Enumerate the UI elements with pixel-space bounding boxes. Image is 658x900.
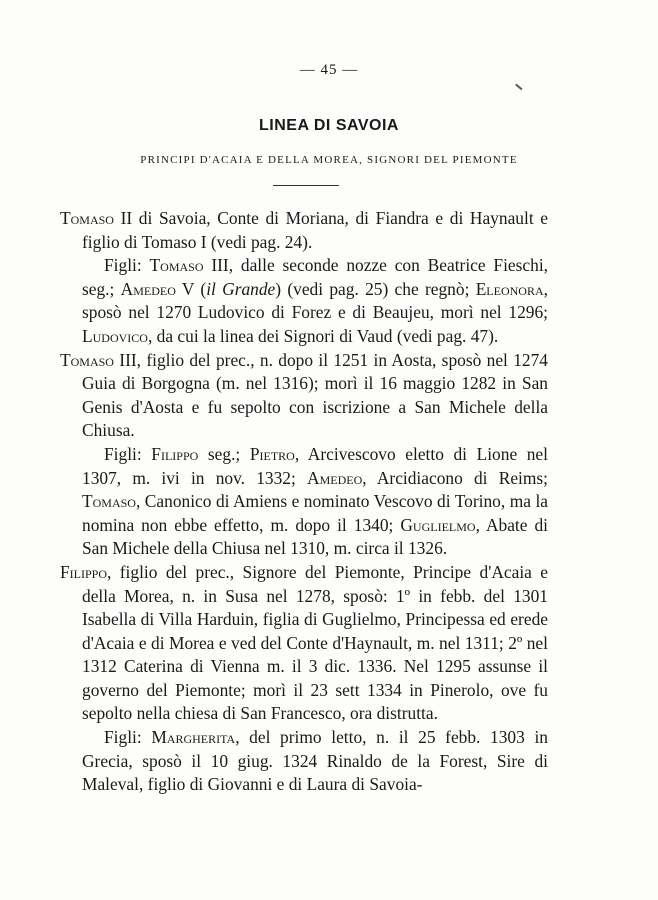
genealogy-entry — [60, 207, 548, 254]
child-name: Margherita — [151, 727, 236, 748]
stray-ink-mark — [515, 84, 522, 90]
paragraph-text: Figli: — [104, 727, 152, 748]
genealogy-entry — [60, 561, 548, 726]
child-name: Ludovico — [82, 325, 148, 346]
paragraph-text: , sposò nel 1270 Ludovico di Forez e di Beaujeu, morì nel 1296; — [82, 278, 548, 323]
paragraph-text: Figli: — [104, 443, 152, 464]
paragraph-text: ) (vedi pag. 25) che regnò; — [275, 278, 476, 299]
paragraph-text: V ( — [175, 278, 207, 299]
paragraph-text: , Arcidiacono di Reims; — [362, 467, 548, 488]
child-name: Guglielmo — [400, 514, 476, 535]
child-name: Tomaso — [149, 255, 204, 276]
entry-name: Tomaso — [60, 208, 114, 228]
paragraph-text: seg.; — [198, 443, 250, 464]
child-name: Amedeo — [307, 467, 363, 488]
child-name: Filippo — [151, 443, 199, 464]
entry-text: III, figlio del prec., n. dopo il 1251 in Aosta, sposò nel 1274 Guia di Borgogna (m. nel 1316); morì il 16 maggio 1282 in San Genis d'Aosta e fu sepolto con iscrizione a San Michele della Chiusa. — [82, 349, 548, 441]
entry-text: II di Savoia, Conte di Moriana, di Fiandra e di Haynault e figlio di Tomaso I (vedi pag. 24). — [82, 208, 548, 252]
children-paragraph — [60, 726, 548, 797]
entry-text: , figlio del prec., Signore del Piemonte, Principe d'Acaia e della Morea, n. in Susa nel 1278, sposò: 1º in febb. del 1301 Isabella di Villa Harduin, figlia di Guglielmo, Principessa ed erede d'Acaia e di Morea e ved del Conte d'Haynault, m. nel 1311; 2º nel 1312 Caterina di Vienna m. il 3 dic. 1336. Nel 1295 assunse il governo del Piemonte; morì il 23 sett 1334 in Pinerolo, ove fu sepolto nella chiesa di San Francesco, ora distrutta. — [82, 561, 548, 724]
heading-rule — [273, 185, 339, 186]
body-text — [60, 207, 548, 797]
children-paragraph — [60, 254, 548, 348]
paragraph-text: III, dalle seconde nozze con Beatrice Fieschi, seg.; — [82, 255, 548, 299]
paragraph-text: Figli: — [104, 255, 150, 276]
italic-epithet: il Grande — [206, 278, 276, 299]
child-name: Pietro — [249, 443, 295, 464]
children-paragraph — [60, 443, 548, 561]
paragraph-text: , del primo letto, n. il 25 febb. 1303 in Grecia, sposò il 10 giug. 1324 Rinaldo de la Forest, Sire di Maleval, figlio di Giovanni e di Laura di Savoia- — [82, 727, 548, 795]
section-subheading: PRINCIPI D'ACAIA E DELLA MOREA, SIGNORI DEL PIEMONTE — [140, 154, 518, 166]
child-name: Eleonora — [475, 278, 544, 299]
paragraph-text: , da cui la linea dei Signori di Vaud (vedi pag. 47). — [147, 325, 499, 346]
child-name: Amedeo — [120, 278, 176, 299]
section-heading: LINEA DI SAVOIA — [259, 117, 399, 134]
paragraph-text: , Abate di San Michele della Chiusa nel 1310, m. circa il 1326. — [82, 514, 548, 559]
child-name: Tomaso — [82, 491, 136, 512]
entry-name: Tomaso — [60, 349, 114, 370]
entry-name: Filippo — [60, 561, 108, 582]
page-number: — 45 — — [299, 62, 359, 78]
genealogy-entry — [60, 349, 548, 443]
paragraph-text: , Canonico di Amiens e nominato Vescovo di Torino, ma la nomina non ebbe effetto, m. dopo il 1340; — [82, 491, 548, 535]
paragraph-text: , Arcivescovo eletto di Lione nel 1307, m. ivi in nov. 1332; — [82, 443, 548, 488]
